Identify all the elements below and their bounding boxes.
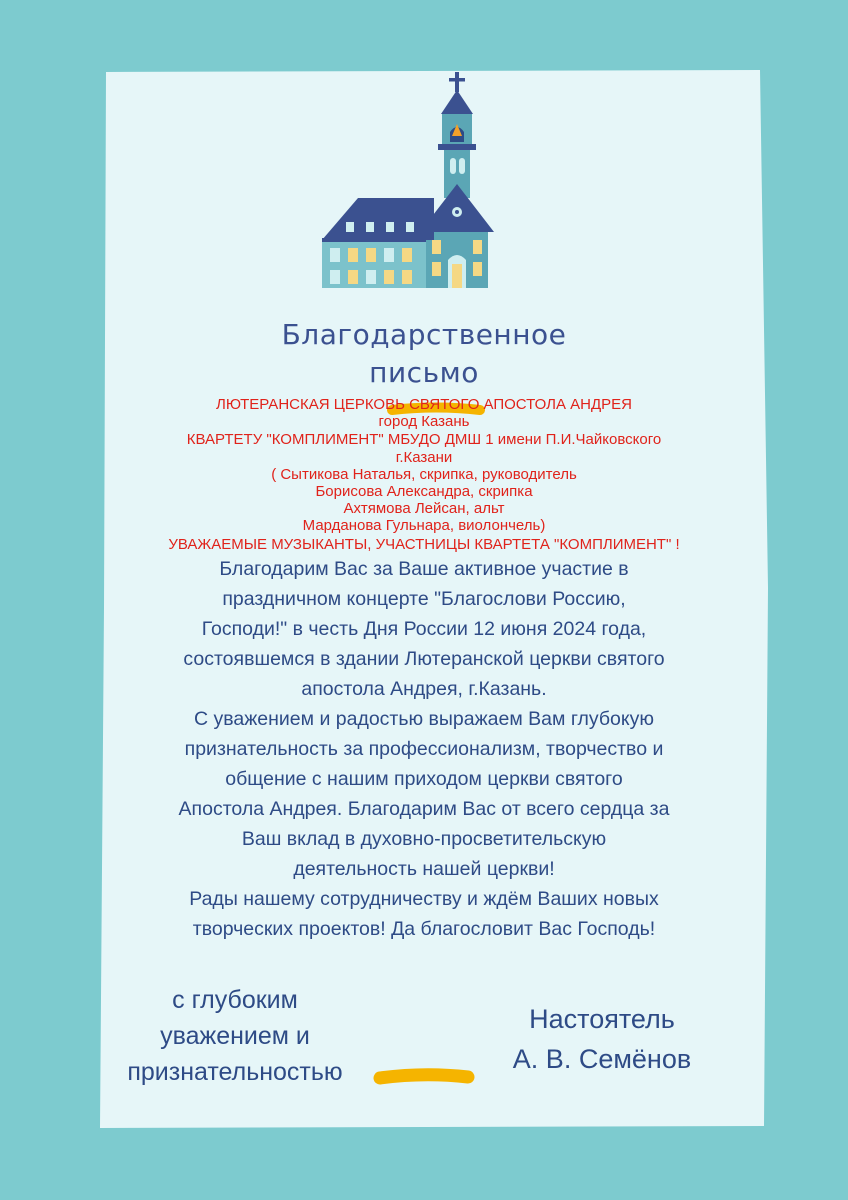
signature-stroke <box>372 1066 476 1088</box>
signatory-name: А. В. Семёнов <box>512 1044 692 1074</box>
body-line: апостола Андрея, г.Казань. <box>301 678 547 700</box>
body-line: деятельность нашей церкви! <box>293 858 555 880</box>
body-line: Апостола Андрея. Благодарим Вас от всего сердца за <box>178 798 670 820</box>
member-line: Ахтямова Лейсан, альт <box>343 500 505 517</box>
body-line: Рады нашему сотрудничеству и ждём Ваших новых <box>189 888 659 910</box>
body-line: С уважением и радостью выражаем Вам глубокую <box>193 708 655 730</box>
closing-regards <box>100 982 370 1090</box>
signatory-title: Настоятель <box>529 1004 675 1034</box>
church-name: ЛЮТЕРАНСКАЯ ЦЕРКОВЬ СВЯТОГО АПОСТОЛА АНДРЕЯ <box>215 396 632 413</box>
body-line: Благодарим Вас за Ваше активное участие в <box>219 558 629 580</box>
body-line: Господи!" в честь Дня России 12 июня 2024 года, <box>201 618 647 640</box>
salutation: УВАЖАЕМЫЕ МУЗЫКАНТЫ, УЧАСТНИЦЫ КВАРТЕТА "КОМПЛИМЕНТ" ! <box>168 536 680 553</box>
member-line: Борисова Александра, скрипка <box>315 483 533 500</box>
closing-line: уважением и <box>160 1022 310 1050</box>
body-line: Ваш вклад в духовно-просветительскую <box>241 828 607 850</box>
closing-line: с глубоким <box>172 986 298 1014</box>
recipient: КВАРТЕТУ "КОМПЛИМЕНТ" МБУДО ДМШ 1 имени П.И.Чайковского <box>186 431 662 448</box>
body-line: общение с нашим приходом церкви святого <box>225 768 623 790</box>
body-line: состоявшемся в здании Лютеранской церкви святого <box>183 648 665 670</box>
body-line: творческих проектов! Да благословит Вас Господь! <box>192 918 656 940</box>
letter-title <box>0 316 848 392</box>
body-line: праздничном концерте "Благослови Россию, <box>222 588 626 610</box>
title-line-2: письмо <box>369 356 479 389</box>
body-line: признательность за профессионализм, творчество и <box>184 738 664 760</box>
signatory <box>482 999 722 1079</box>
title-line-1: Благодарственное <box>281 318 567 351</box>
city: город Казань <box>378 413 470 430</box>
closing-line: признательностью <box>127 1058 343 1086</box>
recipient-city: г.Казани <box>395 449 453 466</box>
letter-body <box>0 554 848 944</box>
member-line: Марданова Гульнара, виолончель) <box>302 517 546 534</box>
church-illustration-icon <box>318 72 518 288</box>
member-line: ( Сытикова Наталья, скрипка, руководитель <box>271 466 577 483</box>
